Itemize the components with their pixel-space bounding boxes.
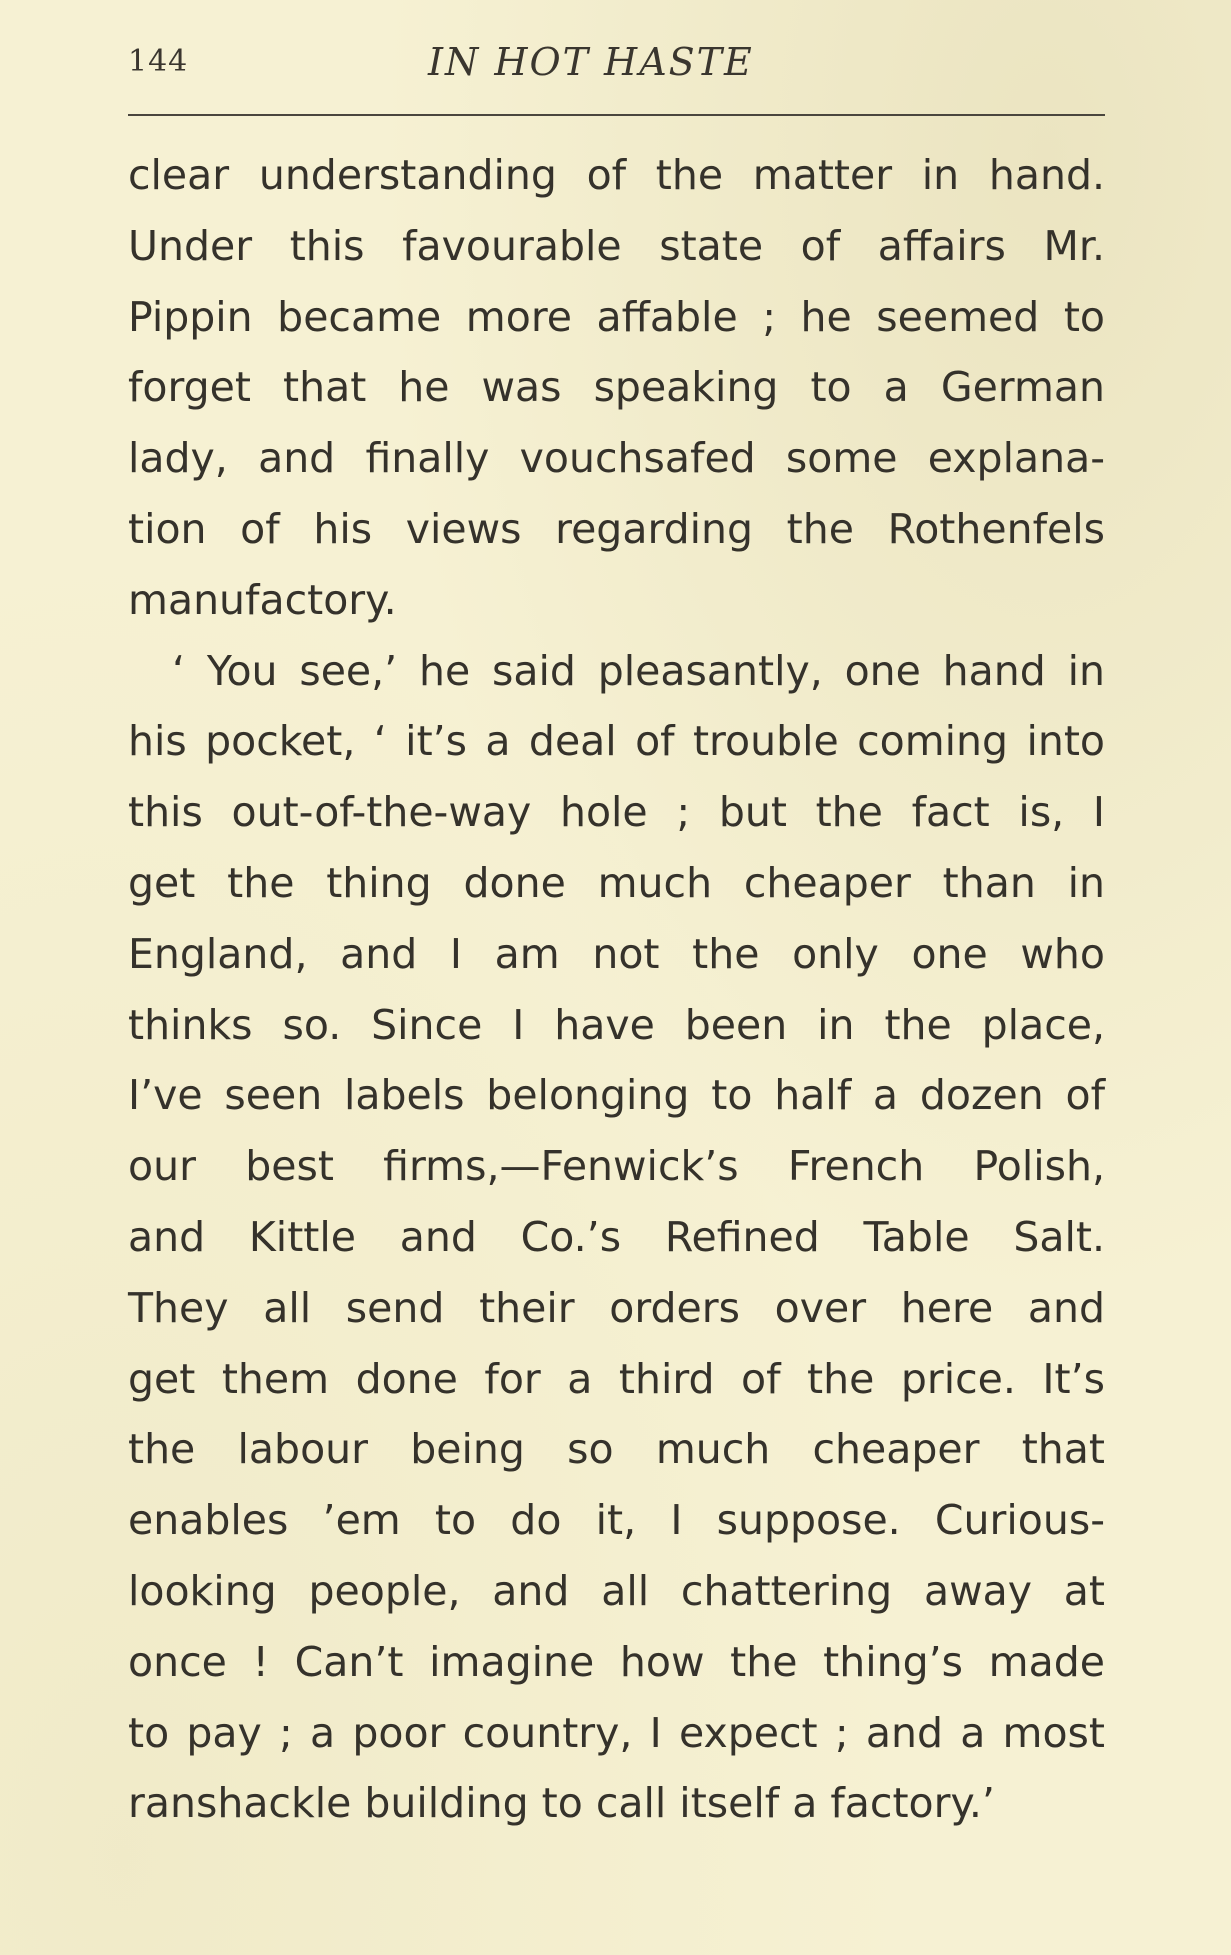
running-head bbox=[128, 40, 1105, 90]
running-title: IN HOT HASTE bbox=[428, 40, 754, 84]
text-line: ranshackle building to call itself a factory.’ bbox=[128, 1779, 995, 1828]
text-line: forget that he was speaking to a German bbox=[128, 363, 1105, 412]
text-line: looking people, and all chattering away at bbox=[128, 1566, 1105, 1615]
text-line: this out-of-the-way hole ; but the fact is, I bbox=[128, 788, 1105, 837]
text-line: get the thing done much cheaper than in bbox=[128, 858, 1105, 907]
body-text bbox=[128, 140, 1105, 1839]
text-line: I’ve seen labels belonging to half a dozen of bbox=[128, 1071, 1105, 1120]
text-line: They all send their orders over here and bbox=[128, 1283, 1105, 1332]
text-line: Under this favourable state of affairs Mr. bbox=[128, 221, 1105, 270]
text-line: enables ’em to do it, I suppose. Curious- bbox=[128, 1496, 1105, 1545]
text-line: thinks so. Since I have been in the place, bbox=[128, 1000, 1105, 1049]
page-number: 144 bbox=[128, 44, 189, 79]
text-line: once ! Can’t imagine how the thing’s made bbox=[128, 1637, 1105, 1686]
text-line: ‘ You see,’ he said pleasantly, one hand in bbox=[172, 646, 1105, 695]
text-line: England, and I am not the only one who bbox=[128, 929, 1105, 978]
text-line: Pippin became more affable ; he seemed to bbox=[128, 292, 1105, 341]
text-line: the labour being so much cheaper that bbox=[128, 1425, 1105, 1474]
text-line: and Kittle and Co.’s Refined Table Salt. bbox=[128, 1212, 1105, 1261]
text-line: lady, and finally vouchsafed some explana- bbox=[128, 434, 1105, 483]
text-line: to pay ; a poor country, I expect ; and a most bbox=[128, 1708, 1105, 1757]
text-line: clear understanding of the matter in hand. bbox=[128, 151, 1105, 199]
text-line: his pocket, ‘ it’s a deal of trouble coming into bbox=[128, 717, 1105, 766]
text-line: tion of his views regarding the Rothenfels bbox=[128, 504, 1105, 553]
text-line: get them done for a third of the price. It’s bbox=[128, 1354, 1105, 1403]
text-line: manufactory. bbox=[128, 575, 397, 624]
text-line: our best firms,—Fenwick’s French Polish, bbox=[128, 1142, 1105, 1191]
header-rule bbox=[128, 114, 1105, 116]
